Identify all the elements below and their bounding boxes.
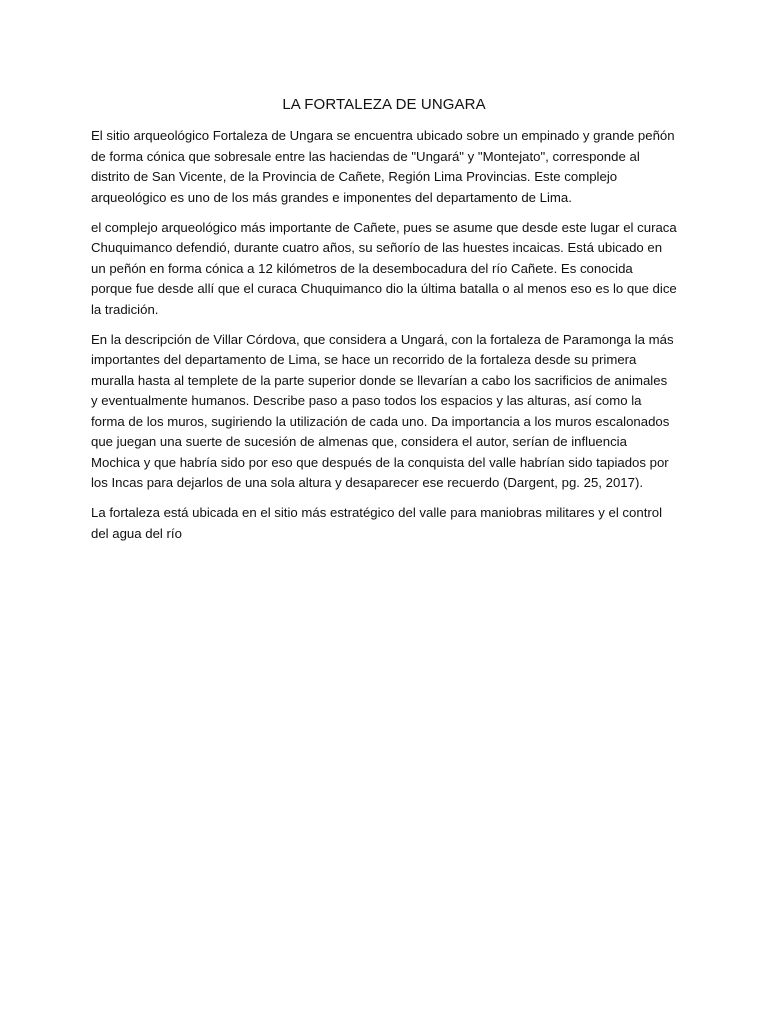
document-title: LA FORTALEZA DE UNGARA xyxy=(282,96,486,113)
paragraph-1: El sitio arqueológico Fortaleza de Ungara se encuentra ubicado sobre un empinado y grande peñón de forma cónica que sobresale entre las haciendas de "Ungará" y "Montejato", corresponde al distrito de San Vicente, de la Provincia de Cañete, Región Lima Provincias. Este complejo arqueológico es uno de los más grandes e imponentes del departamento de Lima. xyxy=(91,128,675,205)
paragraph-2: el complejo arqueológico más importante de Cañete, pues se asume que desde este lugar el curaca Chuquimanco defendió, durante cuatro años, su señorío de las huestes incaicas. Está ubicado en un peñón en forma cónica a 12 kilómetros de la desembocadura del río Cañete. Es conocida porque fue desde allí que el curaca Chuquimanco dio la última batalla o al menos eso es lo que dice la tradición. xyxy=(91,219,677,317)
document-body xyxy=(91,126,677,554)
paragraph-4: La fortaleza está ubicada en el sitio más estratégico del valle para maniobras militares y el control del agua del río xyxy=(91,505,663,541)
paragraph-3: En la descripción de Villar Córdova, que considera a Ungará, con la fortaleza de Paramonga la más importantes del departamento de Lima, se hace un recorrido de la fortaleza desde su primera muralla hasta al templete de la parte superior donde se llevarían a cabo los sacrificios de animales y eventualmente humanos. Describe paso a paso todos los espacios y las alturas, así como la forma de los muros, sugiriendo la utilización de cada uno. Da importancia a los muros escalonados que juegan una suerte de sucesión de almenas que, considera el autor, serían de influencia Mochica y que habría sido por eso que después de la conquista del valle habrían sido tapiados por los Incas para dejarlos de una sola altura y desaparecer ese recuerdo (Dargent, pg. 25, 2017). xyxy=(91,331,674,490)
